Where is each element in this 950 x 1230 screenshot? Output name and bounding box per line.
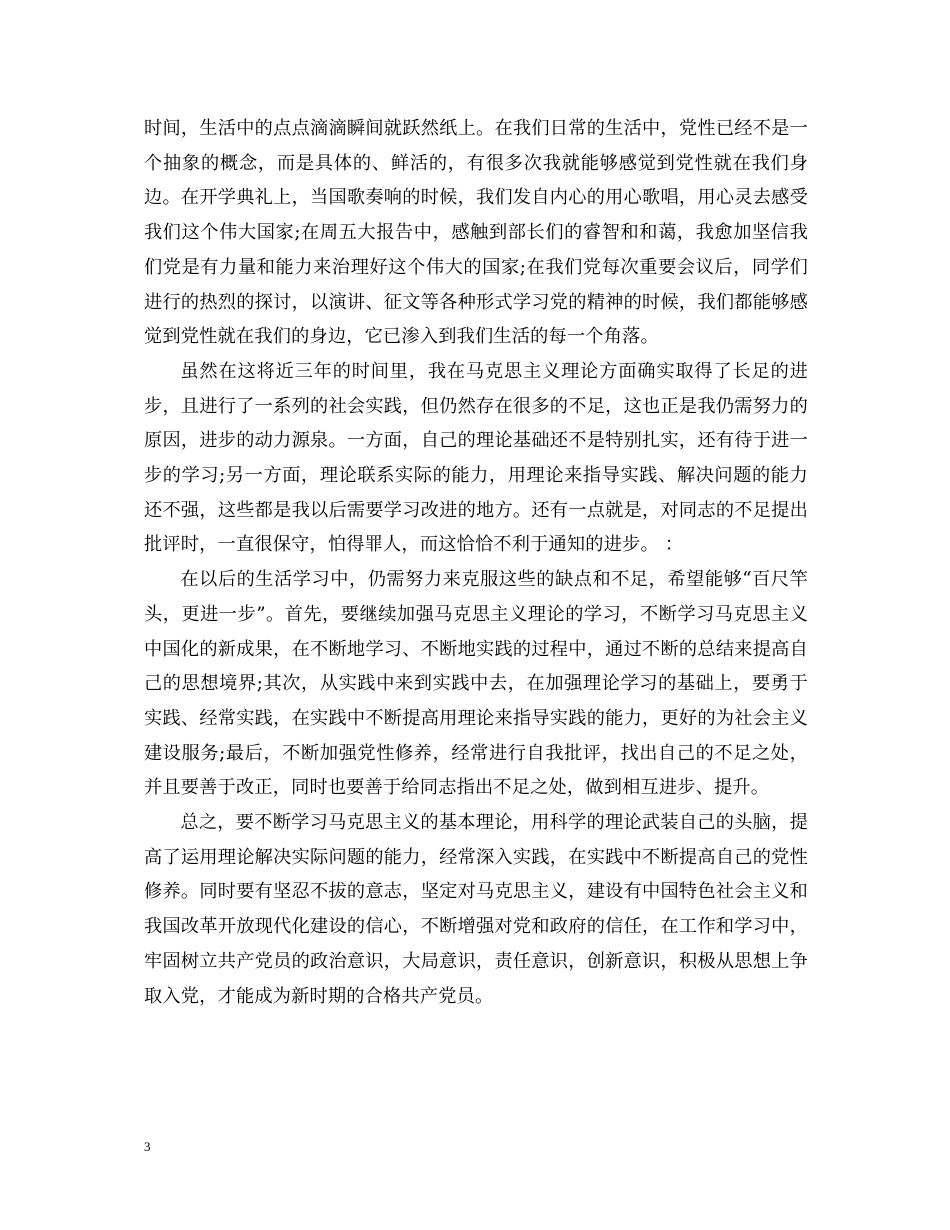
paragraph-shortcomings: 虽然在这将近三年的时间里，我在马克思主义理论方面确实取得了长足的进步，且进行了一系列的社会实践，但仍然存在很多的不足，这也正是我仍需努力的原因，进步的动力源泉。一方面，自己的理论基础还不是特别扎实，还有待于进一步的学习;另一方面，理论联系实际的能力，用理论来指导实践、解决问题的能力还不强，这些都是我以后需要学习改进的地方。还有一点就是，对同志的不足提出批评时，一直很保守，怕得罪人，而这恰恰不利于通知的进步。 ： [144, 360, 808, 556]
document-body [144, 112, 808, 1014]
paragraph-conclusion: 总之，要不断学习马克思主义的基本理论，用科学的理论武装自己的头脑，提高了运用理论解决实际问题的能力，经常深入实践，在实践中不断提高自己的党性修养。同时要有坚忍不拔的意志，坚定对马克思主义，建设有中国特色社会主义和我国改革开放现代化建设的信心，不断增强对党和政府的信任，在工作和学习中，牢固树立共产党员的政治意识，大局意识，责任意识，创新意识，积极从思想上争取入党，才能成为新时期的合格共产党员。 [144, 812, 808, 1007]
paragraph-continuation: 时间，生活中的点点滴滴瞬间就跃然纸上。在我们日常的生活中，党性已经不是一个抽象的概念，而是具体的、鲜活的，有很多次我就能够感觉到党性就在我们身边。在开学典礼上，当国歌奏响的时候，我们发自内心的用心歌唱，用心灵去感受我们这个伟大国家;在周五大报告中，感触到部长们的睿智和和蔼，我愈加坚信我们党是有力量和能力来治理好这个伟大的国家;在我们党每次重要会议后，同学们进行的热烈的探讨，以演讲、征文等各种形式学习党的精神的时候，我们都能够感觉到党性就在我们的身边，它已渗入到我们生活的每一个角落。 [144, 118, 808, 348]
paragraph-future-plans: 在以后的生活学习中，仍需努力来克服这些的缺点和不足，希望能够“百尺竿头，更进一步”。首先，要继续加强马克思主义理论的学习，不断学习马克思主义中国化的新成果，在不断地学习、不断地实践的过程中，通过不断的总结来提高自己的思想境界;其次，从实践中来到实践中去，在加强理论学习的基础上，要勇于实践、经常实践，在实践中不断提高用理论来指导实践的能力，更好的为社会主义建设服务;最后，不断加强党性修养，经常进行自我批评，找出自己的不足之处，并且要善于改正，同时也要善于给同志指出不足之处，做到相互进步、提升。 [144, 569, 808, 799]
page-number: 3 [144, 1139, 151, 1154]
